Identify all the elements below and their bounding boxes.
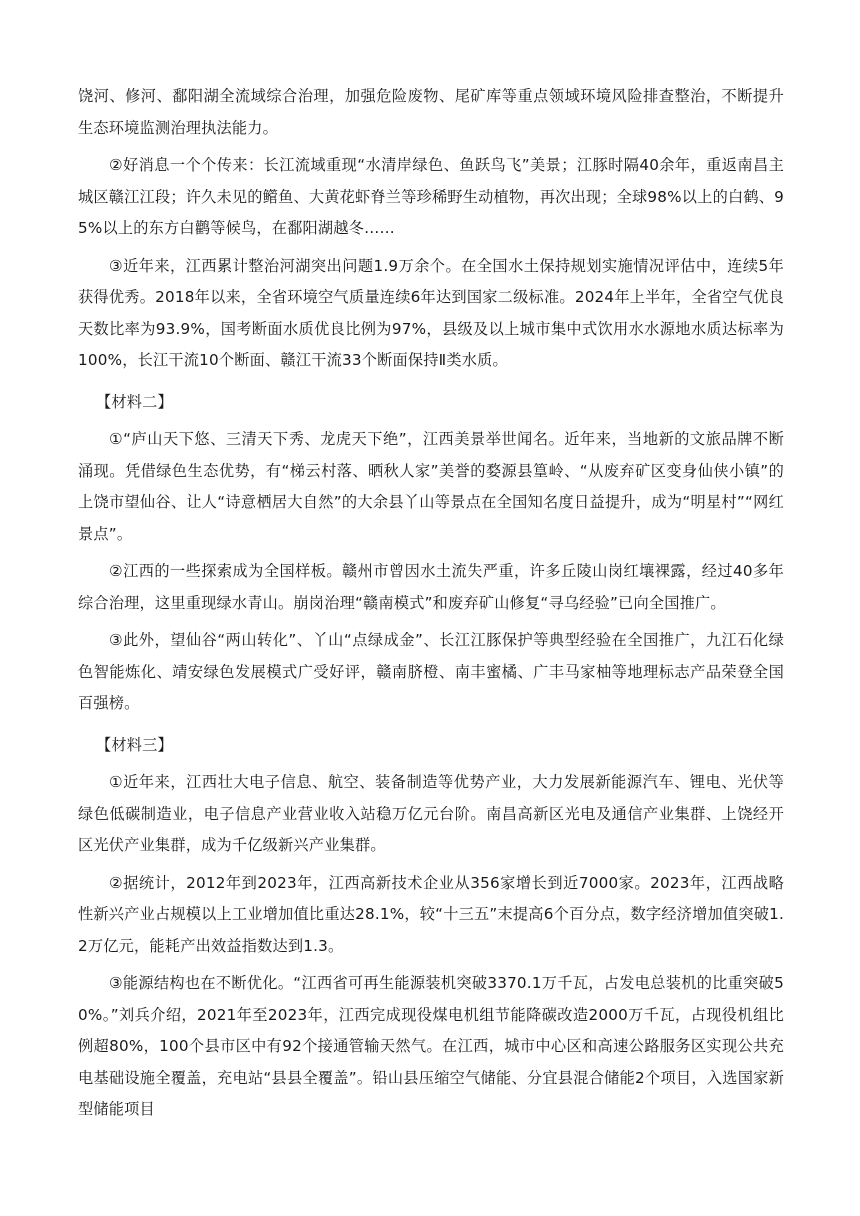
document-body — [78, 81, 784, 1126]
paragraph-good-news: ②好消息一个个传来：长江流域重现“水清岸绿色、鱼跃鸟飞”美景；江豚时隔40余年，重返南昌主城区赣江江段；许久未见的鳤鱼、大黄花虾脊兰等珍稀野生动植物，再次出现；全球98%以上的白鹤、95%以上的东方白鹳等候鸟，在鄱阳湖越冬…… — [78, 156, 784, 237]
paragraph-continued: 饶河、修河、鄱阳湖全流域综合治理，加强危险废物、尾矿库等重点领域环境风险排查整治，不断提升生态环境监测治理执法能力。 — [78, 87, 784, 137]
section-heading-material-three: 【材料三】 — [96, 735, 173, 754]
paragraph-national-model: ②江西的一些探索成为全国样板。赣州市曾因水土流失严重，许多丘陵山岗红壤裸露，经过40多年综合治理，这里重现绿水青山。崩岗治理“赣南模式”和废弃矿山修复“寻乌经验”已向全国推广。 — [78, 562, 784, 612]
paragraph-tourism-brands: ①“庐山天下悠、三清天下秀、龙虎天下绝”，江西美景举世闻名。近年来，当地新的文旅品牌不断涌现。凭借绿色生态优势，有“梯云村落、晒秋人家”美誉的婺源县篁岭、“从废弃矿区变身仙侠小镇”的上饶市望仙谷、让人“诗意栖居大自然”的大余县丫山等景点在全国知名度日益提升，成为“明星村”“网红景点”。 — [78, 430, 784, 543]
paragraph-energy-structure: ③能源结构也在不断优化。“江西省可再生能源装机突破3370.1万千瓦，占发电总装机的比重突破50%。”刘兵介绍，2021年至2023年，江西完成现役煤电机组节能降碳改造2000万千瓦，占现役机组比例超80%，100个县市区中有92个接通管输天然气。在江西，城市中心区和高速公路服务区实现公共充电基础设施全覆盖，充电站“县县全覆盖”。铅山县压缩空气储能、分宜县混合储能2个项目，入选国家新型储能项目 — [78, 974, 784, 1118]
paragraph-river-governance: ③近年来，江西累计整治河湖突出问题1.9万余个。在全国水土保持规划实施情况评估中，连续5年获得优秀。2018年以来，全省环境空气质量连续6年达到国家二级标准。2024年上半年，全省空气优良天数比率为93.9%，国考断面水质优良比例为97%，县级及以上城市集中式饮用水水源地水质达标率为100%，长江干流10个断面、赣江干流33个断面保持Ⅱ类水质。 — [78, 256, 784, 369]
paragraph-industry: ①近年来，江西壮大电子信息、航空、装备制造等优势产业，大力发展新能源汽车、锂电、光伏等绿色低碳制造业，电子信息产业营业收入站稳万亿元台阶。南昌高新区光电及通信产业集群、上饶经开区光伏产业集群，成为千亿级新兴产业集群。 — [78, 773, 784, 854]
section-heading-material-two: 【材料二】 — [96, 392, 173, 411]
paragraph-statistics: ②据统计，2012年到2023年，江西高新技术企业从356家增长到近7000家。2023年，江西战略性新兴产业占规模以上工业增加值比重达28.1%，较“十三五”末提高6个百分点，数字经济增加值突破1.2万亿元，能耗产出效益指数达到1.3。 — [78, 873, 784, 955]
paragraph-typical-experience: ③此外，望仙谷“两山转化”、丫山“点绿成金”、长江江豚保护等典型经验在全国推广，九江石化绿色智能炼化、靖安绿色发展模式广受好评，赣南脐橙、南丰蜜橘、广丰马家柚等地理标志产品荣登全国百强榜。 — [78, 631, 784, 712]
